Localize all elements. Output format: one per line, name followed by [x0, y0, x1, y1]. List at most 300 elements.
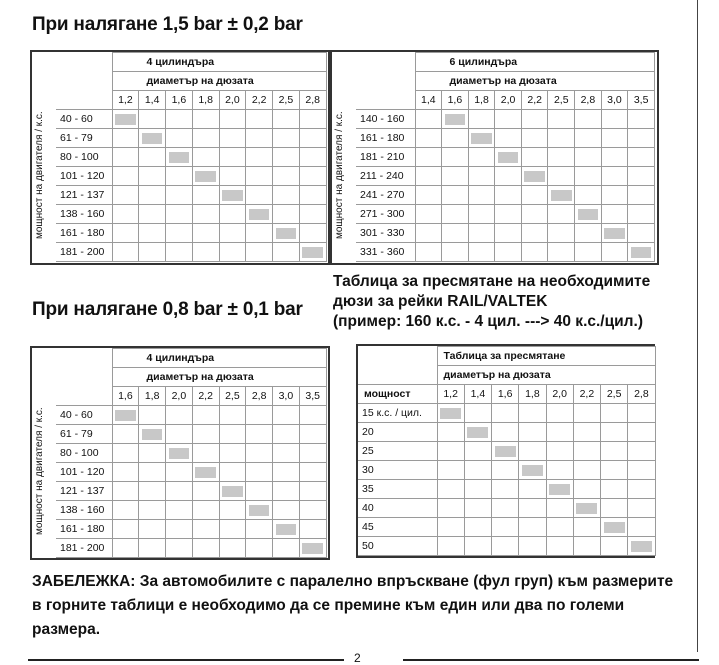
table-cell: [628, 205, 655, 224]
row-label: 40 - 60: [56, 406, 112, 425]
row-label: 20: [358, 423, 437, 442]
table-row: [356, 205, 655, 224]
table-cell: [273, 520, 300, 539]
table-cell: [166, 110, 193, 129]
table-4-cylinders-high-pressure: [30, 50, 330, 265]
selection-mark: [604, 228, 624, 239]
table-cell: [437, 499, 464, 518]
table-cell: [415, 148, 442, 167]
table-cell: [192, 520, 219, 539]
column-header: 3,5: [299, 387, 326, 406]
table-cell: [464, 480, 491, 499]
table-cell: [492, 442, 519, 461]
table-cell: [112, 425, 139, 444]
table-cell: [166, 501, 193, 520]
table-cell: [139, 520, 166, 539]
table-cell: [139, 205, 166, 224]
table-cell: [601, 205, 628, 224]
table-cell: [546, 423, 573, 442]
column-header: 2,0: [495, 91, 522, 110]
row-label: 35: [358, 480, 437, 499]
table-row: [56, 501, 326, 520]
table-cell: [166, 129, 193, 148]
table-cell: [139, 224, 166, 243]
table-cell: [464, 518, 491, 537]
table-cell: [495, 167, 522, 186]
table-cell: [575, 110, 602, 129]
table-cell: [519, 499, 546, 518]
row-label: 50: [358, 537, 437, 556]
column-header: 2,2: [573, 385, 600, 404]
selection-mark: [249, 209, 270, 220]
table-cell: [521, 148, 548, 167]
column-header: 2,5: [273, 91, 300, 110]
table-cell: [573, 442, 600, 461]
column-header: 3,0: [273, 387, 300, 406]
table-cell: [521, 167, 548, 186]
table-cell: [299, 167, 326, 186]
table-cell: [601, 518, 628, 537]
table-cell: [166, 186, 193, 205]
table-row: [56, 406, 326, 425]
table-cell: [246, 224, 273, 243]
table-cell: [628, 404, 655, 423]
column-header: 2,0: [166, 387, 193, 406]
table-cell: [273, 205, 300, 224]
selection-mark: [115, 114, 136, 125]
table-cell: [519, 423, 546, 442]
table-cell: [299, 110, 326, 129]
table-cell: [546, 499, 573, 518]
table-subtitle: диаметър на дюзата: [112, 368, 326, 387]
table-cell: [166, 406, 193, 425]
table-cell: [415, 186, 442, 205]
table-cell: [548, 167, 575, 186]
table-cell: [166, 482, 193, 501]
table-cell: [219, 148, 246, 167]
table-cell: [112, 205, 139, 224]
table-cell: [628, 224, 655, 243]
column-header: 2,8: [299, 91, 326, 110]
table-row: [56, 444, 326, 463]
table-cell: [219, 243, 246, 262]
table-row: [358, 480, 655, 499]
page-border-right: [697, 0, 698, 652]
table-row: [358, 404, 655, 423]
table-cell: [495, 224, 522, 243]
table-cell: [628, 442, 655, 461]
row-label: 40: [358, 499, 437, 518]
table-cell: [273, 129, 300, 148]
table-cell: [273, 425, 300, 444]
table-cell: [219, 167, 246, 186]
table-subtitle: диаметър на дюзата: [415, 72, 654, 91]
table-title: 4 цилиндъра: [112, 53, 326, 72]
column-header: 2,0: [219, 91, 246, 110]
selection-mark: [142, 133, 163, 144]
table-cell: [166, 205, 193, 224]
row-label: 181 - 200: [56, 243, 112, 262]
table-cell: [464, 499, 491, 518]
table-cell: [246, 501, 273, 520]
table-cell: [299, 444, 326, 463]
table-cell: [139, 444, 166, 463]
table-cell: [548, 110, 575, 129]
table-cell: [492, 518, 519, 537]
table-cell: [519, 461, 546, 480]
table-cell: [299, 501, 326, 520]
table-cell: [415, 205, 442, 224]
table-cell: [575, 205, 602, 224]
table-row: [358, 461, 655, 480]
table-cell: [464, 537, 491, 556]
selection-mark: [115, 410, 136, 421]
table-cell: [601, 404, 628, 423]
table-cell: [628, 129, 655, 148]
table-cell: [628, 243, 655, 262]
table-cell: [246, 482, 273, 501]
selection-mark: [578, 209, 598, 220]
table-cell: [573, 518, 600, 537]
table-cell: [112, 520, 139, 539]
table-cell: [548, 243, 575, 262]
table-cell: [219, 425, 246, 444]
selection-mark: [440, 408, 461, 419]
table-cell: [601, 243, 628, 262]
table-cell: [601, 423, 628, 442]
table-row: [356, 243, 655, 262]
table-cell: [246, 520, 273, 539]
table-cell: [219, 463, 246, 482]
table-cell: [521, 129, 548, 148]
row-label: 45: [358, 518, 437, 537]
table-cell: [573, 461, 600, 480]
table-cell: [246, 243, 273, 262]
row-label: 121 - 137: [56, 482, 112, 501]
table-row: [56, 167, 326, 186]
column-header: 2,5: [601, 385, 628, 404]
row-label: 138 - 160: [56, 501, 112, 520]
table-cell: [112, 406, 139, 425]
column-header: 2,8: [628, 385, 655, 404]
table-cell: [468, 167, 495, 186]
table-cell: [166, 444, 193, 463]
table-cell: [442, 167, 469, 186]
table-cell: [601, 148, 628, 167]
table-row: [56, 243, 326, 262]
table-cell: [442, 205, 469, 224]
table-cell: [192, 501, 219, 520]
table-row: [56, 482, 326, 501]
table-row: [56, 110, 326, 129]
table-cell: [495, 186, 522, 205]
table-cell: [112, 501, 139, 520]
table-cell: [442, 243, 469, 262]
table-row: [358, 442, 655, 461]
table-cell: [437, 442, 464, 461]
table-cell: [246, 406, 273, 425]
table-cell: [112, 482, 139, 501]
table-cell: [299, 243, 326, 262]
selection-mark: [495, 446, 516, 457]
selection-mark: [549, 484, 570, 495]
table-cell: [468, 110, 495, 129]
table-cell: [246, 167, 273, 186]
table-cell: [112, 463, 139, 482]
column-header: 2,0: [546, 385, 573, 404]
column-header: 2,8: [575, 91, 602, 110]
table-cell: [492, 404, 519, 423]
selection-mark: [169, 152, 190, 163]
side-label: мощност на двигателя / к.с.: [34, 407, 45, 535]
table-cell: [628, 148, 655, 167]
row-label: 80 - 100: [56, 444, 112, 463]
table-cell: [139, 186, 166, 205]
table-cell: [442, 110, 469, 129]
column-header: 1,6: [166, 91, 193, 110]
selection-mark: [631, 541, 652, 552]
selection-mark: [249, 505, 270, 516]
table-cell: [192, 205, 219, 224]
table-cell: [166, 148, 193, 167]
table-cell: [192, 148, 219, 167]
table-cell: [548, 224, 575, 243]
row-label: 15 к.с. / цил.: [358, 404, 437, 423]
row-label: 161 - 180: [56, 520, 112, 539]
table-cell: [468, 243, 495, 262]
table-cell: [139, 463, 166, 482]
selection-mark: [276, 524, 297, 535]
table-cell: [166, 539, 193, 558]
table-row: [56, 129, 326, 148]
table-cell: [415, 243, 442, 262]
table-subtitle: диаметър на дюзата: [437, 366, 655, 385]
table-cell: [464, 461, 491, 480]
table-cell: [299, 539, 326, 558]
table-cell: [601, 167, 628, 186]
table-cell: [192, 463, 219, 482]
selection-mark: [169, 448, 190, 459]
table-cell: [112, 539, 139, 558]
table-cell: [192, 444, 219, 463]
table-cell: [468, 186, 495, 205]
caption-line-1: Таблица за пресмятане на необходимите: [333, 273, 651, 290]
table-cell: [273, 148, 300, 167]
table-cell: [442, 148, 469, 167]
table-per-cylinder-calc: [356, 344, 655, 558]
table-cell: [415, 129, 442, 148]
side-label: мощност на двигателя / к.с.: [334, 111, 345, 239]
table-cell: [521, 205, 548, 224]
table-row: [56, 425, 326, 444]
table-cell: [166, 425, 193, 444]
table-cell: [521, 110, 548, 129]
table-cell: [519, 480, 546, 499]
table-cell: [521, 243, 548, 262]
pressure-heading-2: При налягане 0,8 bar ± 0,1 bar: [32, 299, 303, 320]
table-cell: [192, 539, 219, 558]
table-cell: [601, 537, 628, 556]
column-header: 1,8: [519, 385, 546, 404]
table-cell: [628, 499, 655, 518]
row-label: 181 - 200: [56, 539, 112, 558]
selection-mark: [524, 171, 544, 182]
table-cell: [166, 243, 193, 262]
table-cell: [601, 129, 628, 148]
table-title: 6 цилиндъра: [415, 53, 654, 72]
column-header: 1,8: [139, 387, 166, 406]
pressure-heading-1: При налягане 1,5 bar ± 0,2 bar: [32, 14, 303, 35]
table-cell: [521, 224, 548, 243]
table-cell: [192, 110, 219, 129]
table-row: [356, 110, 655, 129]
column-header: 2,5: [548, 91, 575, 110]
table-cell: [415, 224, 442, 243]
table-cell: [112, 186, 139, 205]
table-cell: [246, 539, 273, 558]
table-title: 4 цилиндъра: [112, 349, 326, 368]
table-cell: [299, 482, 326, 501]
table-cell: [273, 444, 300, 463]
column-header: 1,6: [442, 91, 469, 110]
table-cell: [166, 167, 193, 186]
table-cell: [273, 406, 300, 425]
table-cell: [468, 129, 495, 148]
table-cell: [219, 110, 246, 129]
table-row: [356, 129, 655, 148]
table-cell: [219, 406, 246, 425]
table-cell: [468, 205, 495, 224]
table-row: [358, 499, 655, 518]
selection-mark: [522, 465, 543, 476]
table-cell: [492, 423, 519, 442]
selection-mark: [631, 247, 652, 258]
row-label: 331 - 360: [356, 243, 415, 262]
table-cell: [546, 518, 573, 537]
table-cell: [112, 224, 139, 243]
table-cell: [628, 537, 655, 556]
table-cell: [192, 482, 219, 501]
table-cell: [139, 406, 166, 425]
selection-mark: [222, 486, 243, 497]
table-cell: [601, 224, 628, 243]
table-cell: [219, 205, 246, 224]
table-cell: [519, 518, 546, 537]
table-cell: [601, 110, 628, 129]
table-cell: [575, 186, 602, 205]
table-cell: [464, 404, 491, 423]
table-cell: [219, 186, 246, 205]
selection-mark: [276, 228, 297, 239]
table-cell: [464, 442, 491, 461]
table-cell: [437, 423, 464, 442]
table-row: [56, 205, 326, 224]
column-header: 1,6: [112, 387, 139, 406]
table-4-cylinders-low-pressure: [30, 346, 330, 560]
table-cell: [246, 129, 273, 148]
table-cell: [192, 224, 219, 243]
table-cell: [575, 167, 602, 186]
table-cell: [299, 520, 326, 539]
table-cell: [548, 205, 575, 224]
table-cell: [575, 129, 602, 148]
table-cell: [437, 537, 464, 556]
row-label: 30: [358, 461, 437, 480]
table-6-cylinders-high-pressure: [330, 50, 659, 265]
table-cell: [495, 148, 522, 167]
table-cell: [219, 539, 246, 558]
table-cell: [573, 537, 600, 556]
table-cell: [246, 463, 273, 482]
column-header: 2,5: [219, 387, 246, 406]
table-cell: [246, 186, 273, 205]
column-header: 1,4: [415, 91, 442, 110]
selection-mark: [195, 467, 216, 478]
row-label: 121 - 137: [56, 186, 112, 205]
table-row: [56, 463, 326, 482]
table-cell: [219, 482, 246, 501]
table-cell: [166, 520, 193, 539]
table-cell: [601, 461, 628, 480]
table-row: [356, 167, 655, 186]
selection-mark: [576, 503, 597, 514]
table-cell: [139, 482, 166, 501]
page-number: 2: [354, 651, 361, 665]
selection-mark: [467, 427, 488, 438]
row-label: 161 - 180: [356, 129, 415, 148]
table-cell: [192, 425, 219, 444]
table-cell: [139, 167, 166, 186]
table-cell: [112, 444, 139, 463]
row-label: 40 - 60: [56, 110, 112, 129]
table-cell: [299, 148, 326, 167]
table-cell: [219, 501, 246, 520]
selection-mark: [302, 247, 323, 258]
column-header: 1,4: [464, 385, 491, 404]
table-subtitle: диаметър на дюзата: [112, 72, 326, 91]
row-label: 271 - 300: [356, 205, 415, 224]
selection-mark: [302, 543, 323, 554]
table-cell: [628, 186, 655, 205]
table-cell: [492, 499, 519, 518]
table-cell: [112, 167, 139, 186]
caption-line-3: (пример: 160 к.с. - 4 цил. ---> 40 к.с./цил.): [333, 313, 643, 330]
table-cell: [628, 110, 655, 129]
table-row: [358, 423, 655, 442]
table-cell: [573, 480, 600, 499]
table-row: [356, 148, 655, 167]
column-header: 1,2: [437, 385, 464, 404]
table-cell: [219, 444, 246, 463]
table-cell: [415, 167, 442, 186]
row-label: 61 - 79: [56, 425, 112, 444]
table-cell: [112, 243, 139, 262]
table-cell: [246, 425, 273, 444]
table-row: [358, 537, 655, 556]
table-cell: [246, 444, 273, 463]
column-header: 1,8: [468, 91, 495, 110]
row-label: 138 - 160: [56, 205, 112, 224]
column-header: 1,4: [139, 91, 166, 110]
table-cell: [112, 148, 139, 167]
table-cell: [628, 461, 655, 480]
table-cell: [495, 243, 522, 262]
table-cell: [192, 406, 219, 425]
table-cell: [495, 110, 522, 129]
column-header: 3,0: [601, 91, 628, 110]
row-label: 25: [358, 442, 437, 461]
table-cell: [546, 480, 573, 499]
